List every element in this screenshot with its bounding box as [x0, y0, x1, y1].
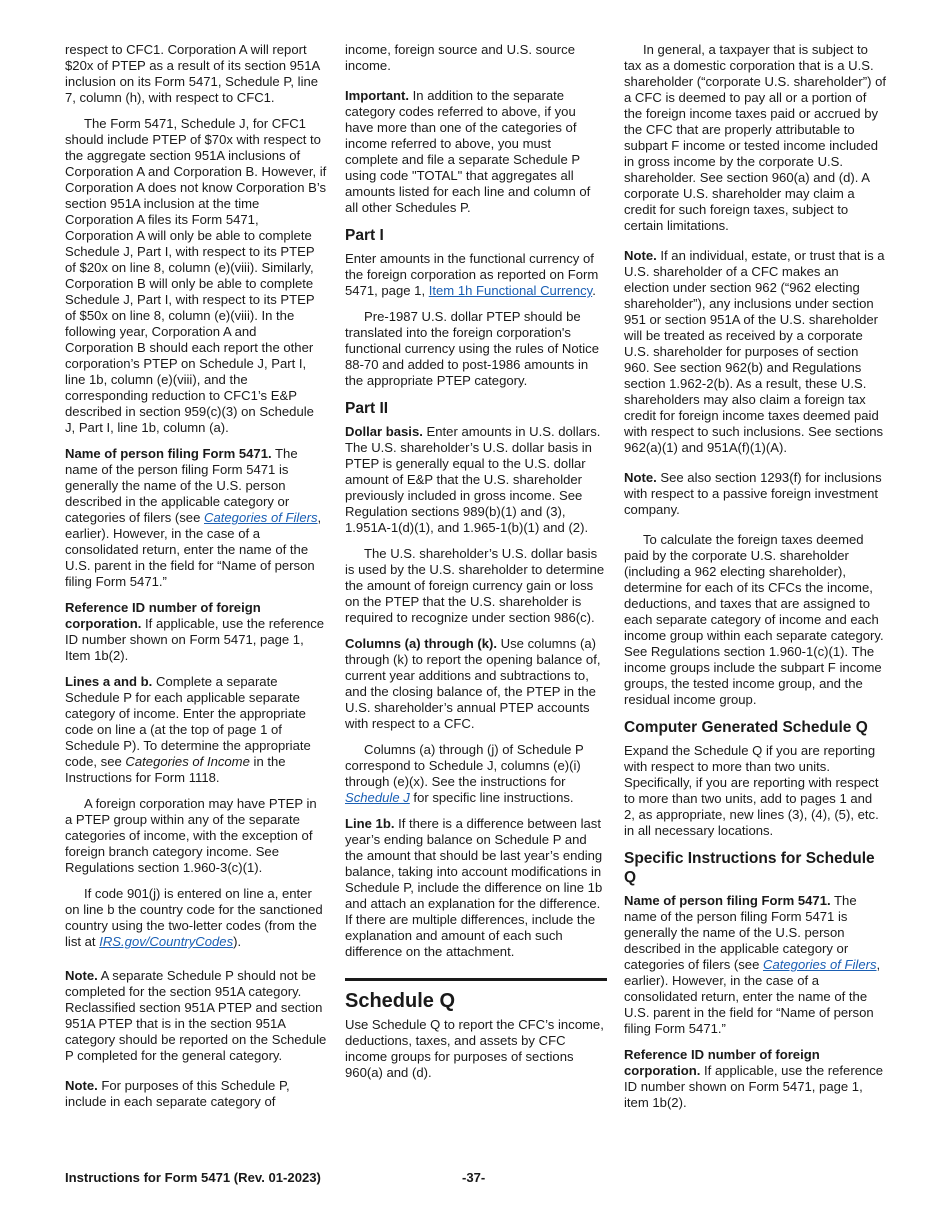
text: Enter amounts in the functional currency of the foreign corporation as reported on Form 5471, page 1,	[345, 251, 599, 298]
run-in-heading: Name of person filing Form 5471.	[65, 446, 272, 461]
paragraph	[345, 424, 607, 536]
run-in-heading: Name of person filing Form 5471.	[624, 893, 831, 908]
paragraph	[345, 251, 607, 299]
text: The name of the person filing Form 5471 is generally the name of the U.S. person described in the applicable category or categories of filers (see	[624, 893, 857, 972]
paragraph	[624, 893, 886, 1037]
section-heading-specific-instructions: Specific Instructions for Schedule Q	[624, 850, 875, 886]
section-heading-part-ii: Part II	[345, 400, 389, 417]
note-label: Note.	[65, 1078, 98, 1093]
paragraph	[65, 600, 327, 664]
paragraph	[65, 674, 327, 786]
section-heading-computer-generated: Computer Generated Schedule Q	[624, 719, 868, 736]
run-in-heading: Columns (a) through (k).	[345, 636, 498, 651]
text: , earlier). However, in the case of a consolidated return, enter the name of the U.S. parent in the field for “Name of person filing Form 5471.”	[624, 957, 881, 1036]
run-in-heading: Lines a and b.	[65, 674, 153, 689]
column-middle	[345, 42, 607, 1091]
text: If code 901(j) is entered on line a, enter on line b the country code for the sanctioned country using the two-letter codes (from the list at	[65, 886, 323, 949]
note-paragraph	[65, 968, 327, 1064]
paragraph: In general, a taxpayer that is subject to tax as a domestic corporation that is a U.S. shareholder (“corporate U.S. shareholder”) of a CFC is deemed to pay all or a portion of the foreign income taxes paid or accrued by the CFC that are properly attributable to subpart F income or tested income included in gross income by the corporate U.S. shareholder. See section 960(a) and (d). A corporate U.S. shareholder may claim a credit for such foreign taxes, subject to certain limitations.	[624, 42, 886, 233]
text: Columns (a) through (j) of Schedule P correspond to Schedule J, columns (e)(i) through (e)(x). See the instructions for	[345, 742, 584, 789]
paragraph: Use Schedule Q to report the CFC’s income, deductions, taxes, and assets by CFC income groups for purposes of sections 960(a) and (d).	[345, 1017, 604, 1080]
paragraph: Expand the Schedule Q if you are reporting with respect to more than two units. Specifically, if you are reporting with respect to more than two units, add to pages 1 and 2, as appropriate, new lines (3), (4), (5), etc. in all necessary locations.	[624, 743, 879, 838]
text: .	[592, 283, 596, 298]
paragraph: respect to CFC1. Corporation A will report $20x of PTEP as a result of its section 951A inclusion on its Form 5471, Schedule P, line 7, column (h), with respect to CFC1.	[65, 42, 320, 105]
column-right	[624, 42, 886, 1121]
functional-currency-link[interactable]: Item 1h Functional Currency	[428, 283, 593, 298]
text: See also section 1293(f) for inclusions with respect to a passive foreign investment company.	[624, 470, 882, 517]
paragraph: A foreign corporation may have PTEP in a PTEP group within any of the separate categories of income, with the exception of foreign branch category income. See Regulations section 1.960-3(c)(1).	[65, 796, 317, 875]
text: Use columns (a) through (k) to report the opening balance of, current year additions and subtractions to, and the closing balance of, the PTEP in the U.S. shareholder’s annual PTEP accounts with respect to a CFC.	[345, 636, 601, 731]
text: Complete a separate Schedule P for each applicable separate category of income. Enter the appropriate code on line a (at the top of page 1 of Schedule P). To determine the appropriate code, see	[65, 674, 311, 769]
paragraph	[65, 446, 327, 590]
text: If there is a difference between last year’s ending balance on Schedule P and the amount that should be last year’s ending balance, taking into account modifications in Schedule P, include the difference on line 1b and attach an explanation for the difference. If there are multiple differences, include the explanation and amount of each such difference on the attachment.	[345, 816, 603, 959]
note-label: Note.	[65, 968, 98, 983]
paragraph	[624, 1047, 886, 1111]
note-label: Note.	[624, 248, 657, 263]
run-in-heading: Reference ID number of foreign corporation.	[624, 1047, 820, 1078]
text: ).	[233, 934, 242, 949]
run-in-heading: Line 1b.	[345, 816, 395, 831]
paragraph	[345, 636, 607, 732]
text: for specific line instructions.	[409, 790, 574, 805]
run-in-heading: Important.	[345, 88, 410, 103]
text: For purposes of this Schedule P, include in each separate category of	[65, 1078, 290, 1109]
note-paragraph	[624, 470, 886, 518]
text: If an individual, estate, or trust that is a U.S. shareholder of a CFC makes an election under section 962 (“962 electing shareholder”), any inclusions under section 951 or section 951A of the U.S. shareholder will be treated as received by a corporate U.S. shareholder for purposes of section 960. See section 962(b) and Regulations section 1.962-2(b). As a result, these U.S. shareholders may also claim a foreign tax credit for foreign income taxes deemed paid with respect to such inclusions. See sections 962(a)(1) and 951A(f)(1)(A).	[624, 248, 885, 455]
note-label: Note.	[624, 470, 657, 485]
page-number: -37-	[462, 1170, 486, 1185]
text: in the Instructions for Form 1118.	[65, 754, 286, 785]
paragraph	[65, 886, 327, 950]
italic-text: Categories of Income	[125, 754, 250, 769]
note-paragraph	[624, 248, 886, 456]
text: If applicable, use the reference ID number shown on Form 5471, page 1, Item 1b(2).	[65, 616, 325, 663]
paragraph: income, foreign source and U.S. source income.	[345, 42, 575, 73]
column-left	[65, 42, 327, 1120]
irs-country-codes-link[interactable]: IRS.gov/CountryCodes	[99, 934, 234, 949]
run-in-heading: Reference ID number of foreign corporation.	[65, 600, 261, 631]
text: If applicable, use the reference ID number shown on Form 5471, page 1, item 1b(2).	[624, 1063, 884, 1110]
paragraph	[345, 88, 607, 216]
paragraph: The Form 5471, Schedule J, for CFC1 should include PTEP of $70x with respect to the aggregate section 951A inclusions of Corporation A and Corporation B. However, if Corporation A does not know Corporation B’s section 951A inclusion at the time Corporation A files its Form 5471, Corporation A will only be able to complete Schedule J, Part I, with respect to its PTEP of $20x on line 8, column (e)(viii). Similarly, Corporation B will only be able to complete Schedule J, Part I, with respect to its PTEP of $50x on line 8, column (e)(viii). In the following year, Corporation A and Corporation B should each report the other corporation’s PTEP on Schedule J, Part I, line 1b, column (e)(viii), and the corresponding reduction to CFC1’s E&P described in section 959(c)(3) on Schedule J, Part I, line 1b, column (a).	[65, 116, 327, 435]
paragraph	[345, 742, 607, 806]
paragraph: Pre-1987 U.S. dollar PTEP should be translated into the foreign corporation's functional currency using the rules of Notice 88-70 and added to post-1986 amounts in the appropriate PTEP category.	[345, 309, 600, 388]
categories-of-filers-link[interactable]: Categories of Filers	[763, 957, 877, 972]
section-heading-part-i: Part I	[345, 227, 384, 244]
paragraph: The U.S. shareholder’s U.S. dollar basis is used by the U.S. shareholder to determine the amount of foreign currency gain or loss on the PTEP that the U.S. shareholder is required to recognize under section 986(c).	[345, 546, 605, 625]
text: Enter amounts in U.S. dollars. The U.S. shareholder’s U.S. dollar basis in PTEP is generally equal to the U.S. dollar amount of E&P that the U.S. shareholder previously included in gross income. See Regulation sections 989(b)(1) and (3), 1.951A-1(d)(1), and 1.965-1(b)(1) and (2).	[345, 424, 601, 535]
text: A separate Schedule P should not be completed for the section 951A category. Reclassified section 951A PTEP and section 951A PTEP that is in the section 951A category should be reported on the Schedule P completed for the general category.	[65, 968, 327, 1063]
note-paragraph	[65, 1078, 327, 1110]
text: , earlier). However, in the case of a consolidated return, enter the name of the U.S. parent in the field for “Name of person filing Form 5471.”	[65, 510, 322, 589]
schedule-j-link[interactable]: Schedule J	[345, 790, 410, 805]
paragraph	[345, 816, 607, 960]
text: In addition to the separate category codes referred to above, if you have more than one of the categories of income referred to above, you must complete and file a separate Schedule P using code "TOTAL" that aggregates all amounts listed for each line and column of all other Schedules P.	[345, 88, 591, 215]
categories-of-filers-link[interactable]: Categories of Filers	[204, 510, 318, 525]
text: The name of the person filing Form 5471 is generally the name of the U.S. person described in the applicable category or categories of filers (see	[65, 446, 298, 525]
paragraph: To calculate the foreign taxes deemed paid by the corporate U.S. shareholder (including a 962 electing shareholder), determine for each of its CFCs the income, deductions, and taxes that are assigned to each separate category of income and each income group within each separate category. See Regulations section 1.960-1(c)(1). The income groups include the subpart F income groups, the tested income group, and the residual income group.	[624, 532, 884, 707]
footer-form-title: Instructions for Form 5471 (Rev. 01-2023)	[65, 1170, 321, 1185]
section-heading-schedule-q: Schedule Q	[345, 978, 607, 1013]
run-in-heading: Dollar basis.	[345, 424, 423, 439]
